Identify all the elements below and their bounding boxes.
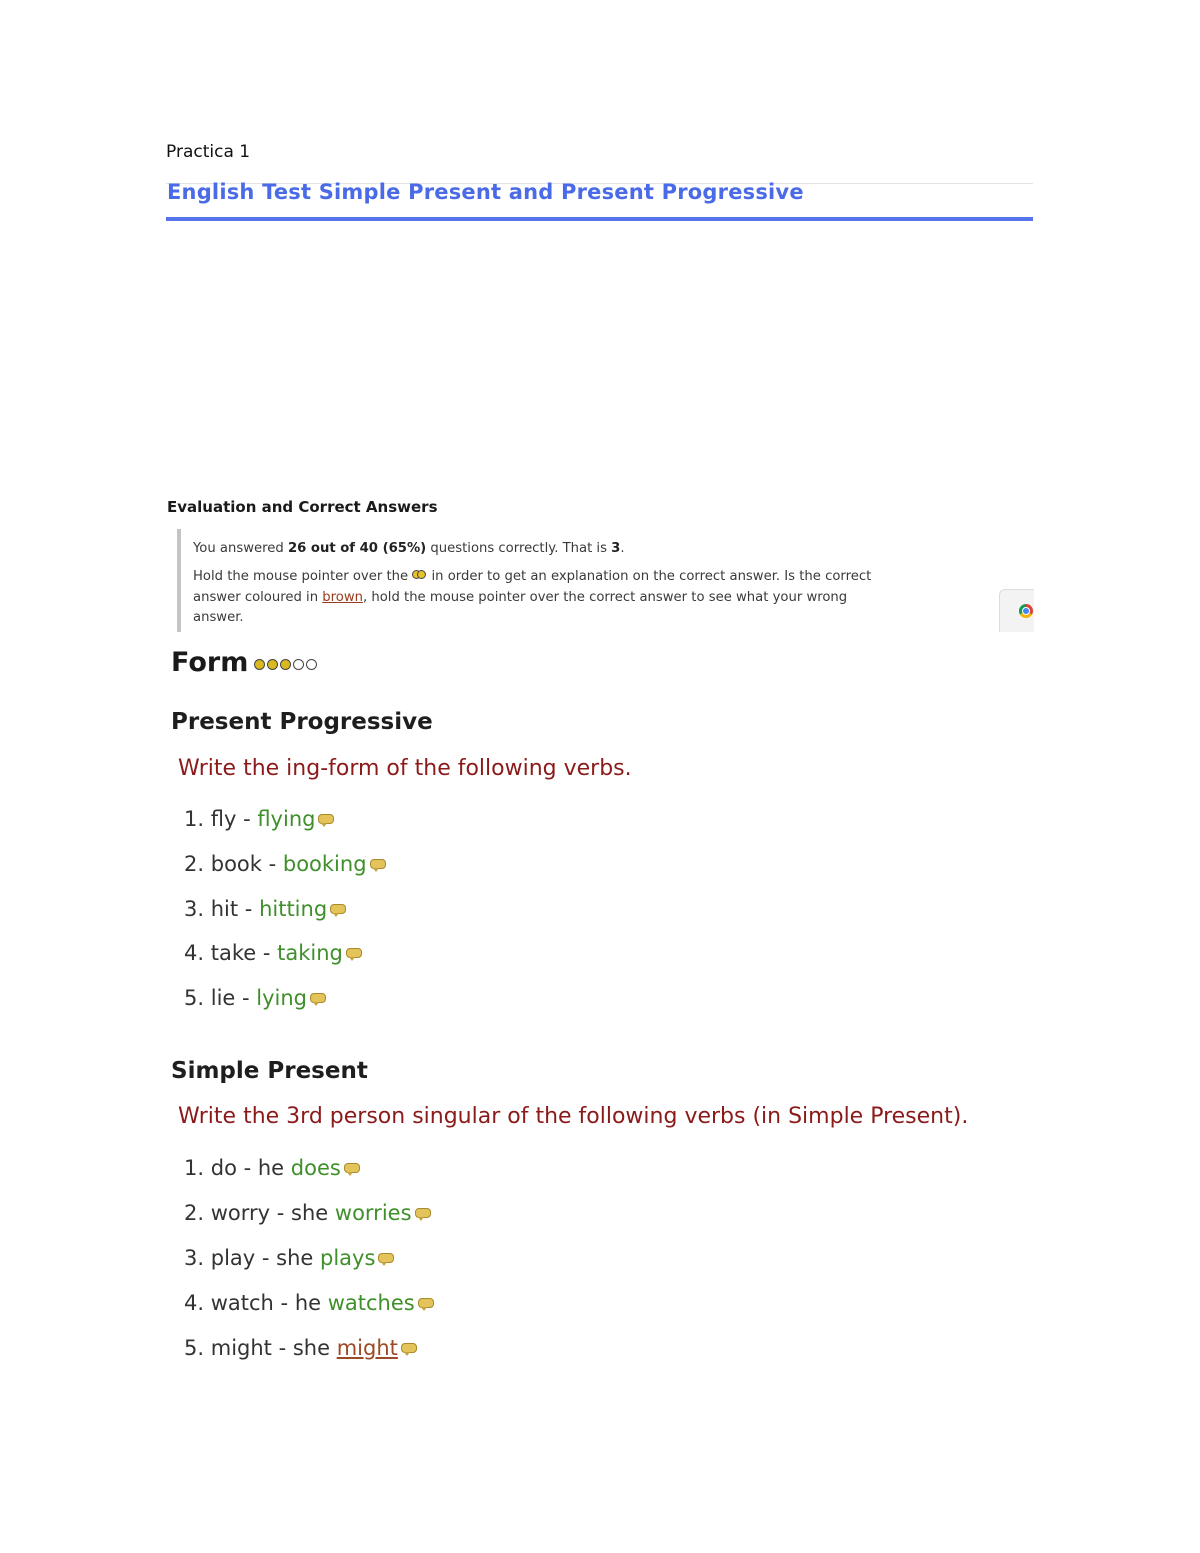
- item-verb: might: [210, 1336, 272, 1360]
- present-progressive-answers: [184, 807, 386, 1031]
- rating-dot-empty: [306, 659, 317, 670]
- item-separator: -: [238, 896, 260, 921]
- item-verb: take: [210, 941, 257, 966]
- difficulty-rating: [254, 646, 319, 677]
- simple-present-instruction: Write the 3rd person singular of the following verbs (in Simple Present).: [178, 1104, 969, 1129]
- item-number: 2.: [184, 851, 205, 876]
- item-verb: do: [210, 1156, 237, 1180]
- list-item: [184, 852, 386, 897]
- item-verb: hit: [210, 896, 239, 921]
- hint-text-c: answer coloured in: [193, 590, 323, 605]
- score-mid: questions correctly. That is: [426, 541, 612, 556]
- score-line: [193, 539, 625, 559]
- speech-bubble-icon[interactable]: [346, 948, 362, 961]
- item-number: 4.: [184, 1291, 205, 1315]
- hint-text-a: Hold the mouse pointer over the: [193, 569, 413, 584]
- item-number: 3.: [184, 896, 205, 921]
- item-separator: -: [273, 1291, 295, 1315]
- item-answer[interactable]: flying: [257, 807, 316, 831]
- item-answer[interactable]: lying: [256, 986, 308, 1011]
- speech-bubble-icon[interactable]: [370, 859, 386, 872]
- item-verb: book: [210, 851, 262, 876]
- speech-bubble-icon[interactable]: [415, 1208, 431, 1221]
- item-verb: play: [210, 1246, 256, 1270]
- item-pronoun: she: [292, 1336, 331, 1360]
- speech-bubble-icon[interactable]: [330, 904, 346, 917]
- item-number: 1.: [184, 1156, 205, 1180]
- item-separator: -: [256, 941, 278, 966]
- evaluation-summary: [177, 529, 1033, 632]
- list-item: [184, 807, 386, 852]
- rating-dot-filled: [254, 659, 265, 670]
- form-heading-text: Form: [171, 647, 249, 678]
- present-progressive-heading: Present Progressive: [171, 709, 433, 735]
- score-grade: 3: [611, 541, 621, 556]
- list-item: [184, 1201, 434, 1246]
- simple-present-heading: Simple Present: [171, 1058, 368, 1084]
- hint-line-2: [193, 588, 847, 608]
- item-number: 3.: [184, 1246, 205, 1270]
- item-separator: -: [261, 851, 283, 876]
- item-separator: -: [235, 986, 257, 1011]
- score-end: .: [620, 541, 625, 556]
- speech-bubble-icon[interactable]: [418, 1298, 434, 1311]
- item-separator: -: [271, 1336, 293, 1360]
- item-pronoun: he: [294, 1291, 322, 1315]
- present-progressive-instruction: Write the ing-form of the following verbs.: [178, 756, 632, 781]
- item-answer[interactable]: worries: [334, 1201, 412, 1225]
- score-prefix: You answered: [193, 541, 288, 556]
- hint-line-3: answer.: [193, 610, 244, 625]
- rating-dot-filled: [267, 659, 278, 670]
- speech-bubble-icon[interactable]: [318, 814, 334, 827]
- item-separator: -: [270, 1201, 292, 1225]
- list-item: [184, 1336, 434, 1381]
- list-item: [184, 1246, 434, 1291]
- speech-bubble-icon[interactable]: [310, 993, 326, 1006]
- list-item: [184, 1156, 434, 1201]
- item-answer[interactable]: booking: [282, 851, 367, 876]
- item-verb: worry: [210, 1201, 271, 1225]
- item-number: 1.: [184, 807, 205, 831]
- item-answer[interactable]: hitting: [259, 896, 328, 921]
- item-answer[interactable]: might: [336, 1336, 398, 1360]
- double-dot-icon: [412, 569, 427, 581]
- item-pronoun: he: [257, 1156, 285, 1180]
- item-verb: watch: [210, 1291, 274, 1315]
- hint-text-b: in order to get an explanation on the correct answer. Is the correct: [427, 569, 872, 584]
- item-pronoun: she: [276, 1246, 314, 1270]
- speech-bubble-icon[interactable]: [344, 1163, 360, 1176]
- chrome-icon[interactable]: [1019, 604, 1033, 618]
- speech-bubble-icon[interactable]: [401, 1343, 417, 1356]
- item-separator: -: [255, 1246, 277, 1270]
- item-answer[interactable]: watches: [327, 1291, 415, 1315]
- speech-bubble-icon[interactable]: [378, 1253, 394, 1266]
- item-separator: -: [236, 1156, 258, 1180]
- document-label: Practica 1: [166, 142, 251, 162]
- list-item: [184, 941, 386, 986]
- item-answer[interactable]: taking: [277, 941, 343, 966]
- item-verb: lie: [210, 986, 236, 1011]
- item-number: 5.: [184, 986, 205, 1011]
- browser-extension-widget[interactable]: [999, 589, 1034, 632]
- item-answer[interactable]: does: [290, 1156, 341, 1180]
- hint-line-1: [193, 567, 871, 587]
- item-number: 4.: [184, 941, 205, 966]
- item-separator: -: [236, 807, 258, 831]
- item-number: 2.: [184, 1201, 205, 1225]
- list-item: [184, 986, 386, 1031]
- hint-text-d: , hold the mouse pointer over the correct answer to see what your wrong: [362, 590, 848, 605]
- page-title: English Test Simple Present and Present Progressive: [167, 180, 804, 204]
- score-value: 26 out of 40 (65%): [287, 541, 427, 556]
- item-number: 5.: [184, 1336, 205, 1360]
- evaluation-heading: Evaluation and Correct Answers: [167, 498, 438, 516]
- brown-link[interactable]: brown: [322, 590, 363, 605]
- title-underline: [166, 217, 1033, 221]
- item-verb: fly: [210, 807, 237, 831]
- rating-dot-empty: [293, 659, 304, 670]
- form-heading: [171, 646, 319, 678]
- simple-present-answers: [184, 1156, 434, 1381]
- rating-dot-filled: [280, 659, 291, 670]
- list-item: [184, 897, 386, 942]
- item-pronoun: she: [291, 1201, 329, 1225]
- item-answer[interactable]: plays: [320, 1246, 376, 1270]
- list-item: [184, 1291, 434, 1336]
